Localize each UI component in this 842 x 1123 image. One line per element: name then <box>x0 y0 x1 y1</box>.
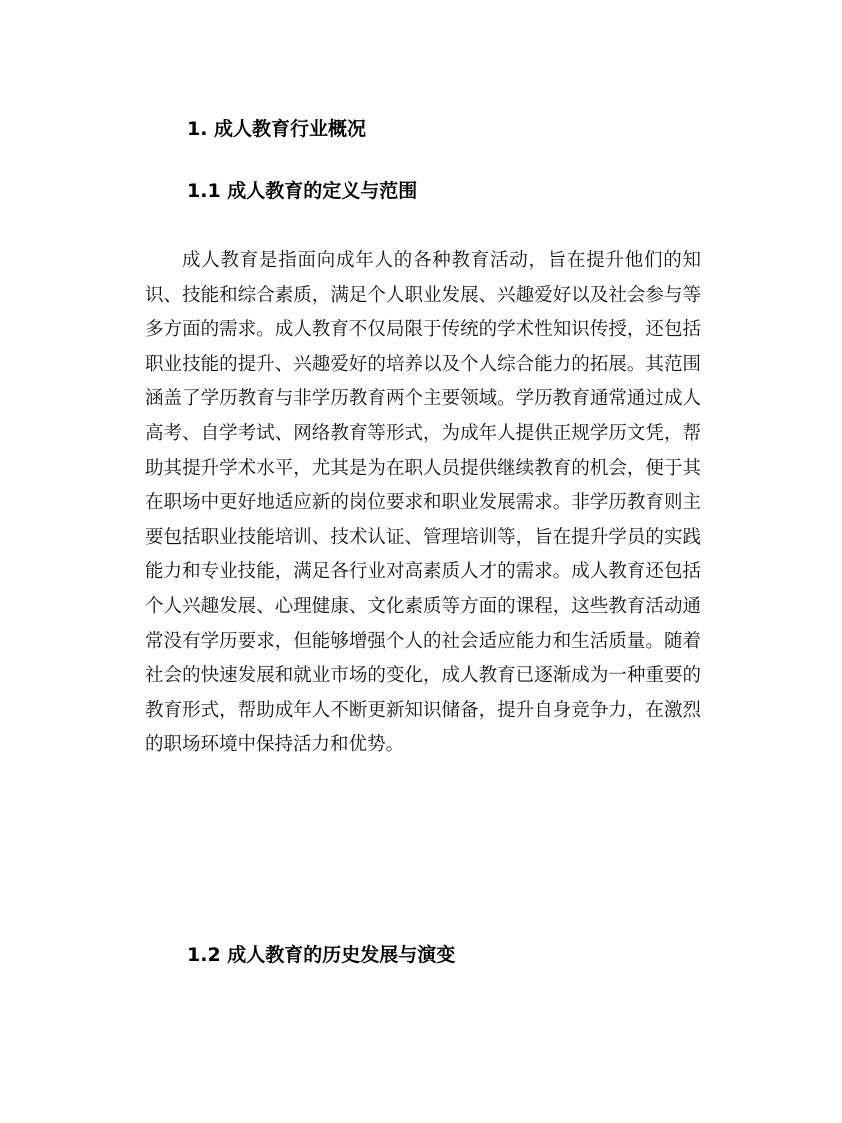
section-heading-1-1: 1.1 成人教育的定义与范围 <box>187 180 418 202</box>
chapter-heading: 1. 成人教育行业概况 <box>187 118 367 140</box>
section-1-1-paragraph: 成人教育是指面向成年人的各种教育活动，旨在提升他们的知识、技能和综合素质，满足个人职业发展、兴趣爱好以及社会参与等多方面的需求。成人教育不仅局限于传统的学术性知识传授，还包括职业技能的提升、兴趣爱好的培养以及个人综合能力的拓展。其范围涵盖了学历教育与非学历教育两个主要领域。学历教育通常通过成人高考、自学考试、网络教育等形式，为成年人提供正规学历文凭，帮助其提升学术水平，尤其是为在职人员提供继续教育的机会，便于其在职场中更好地适应新的岗位要求和职业发展需求。非学历教育则主要包括职业技能培训、技术认证、管理培训等，旨在提升学员的实践能力和专业技能，满足各行业对高素质人才的需求。成人教育还包括个人兴趣发展、心理健康、文化素质等方面的课程，这些教育活动通常没有学历要求，但能够增强个人的社会适应能力和生活质量。随着社会的快速发展和就业市场的变化，成人教育已逐渐成为一种重要的教育形式，帮助成年人不断更新知识储备，提升自身竞争力，在激烈的职场环境中保持活力和优势。 <box>145 250 701 756</box>
section-heading-1-2: 1.2 成人教育的历史发展与演变 <box>187 944 456 966</box>
